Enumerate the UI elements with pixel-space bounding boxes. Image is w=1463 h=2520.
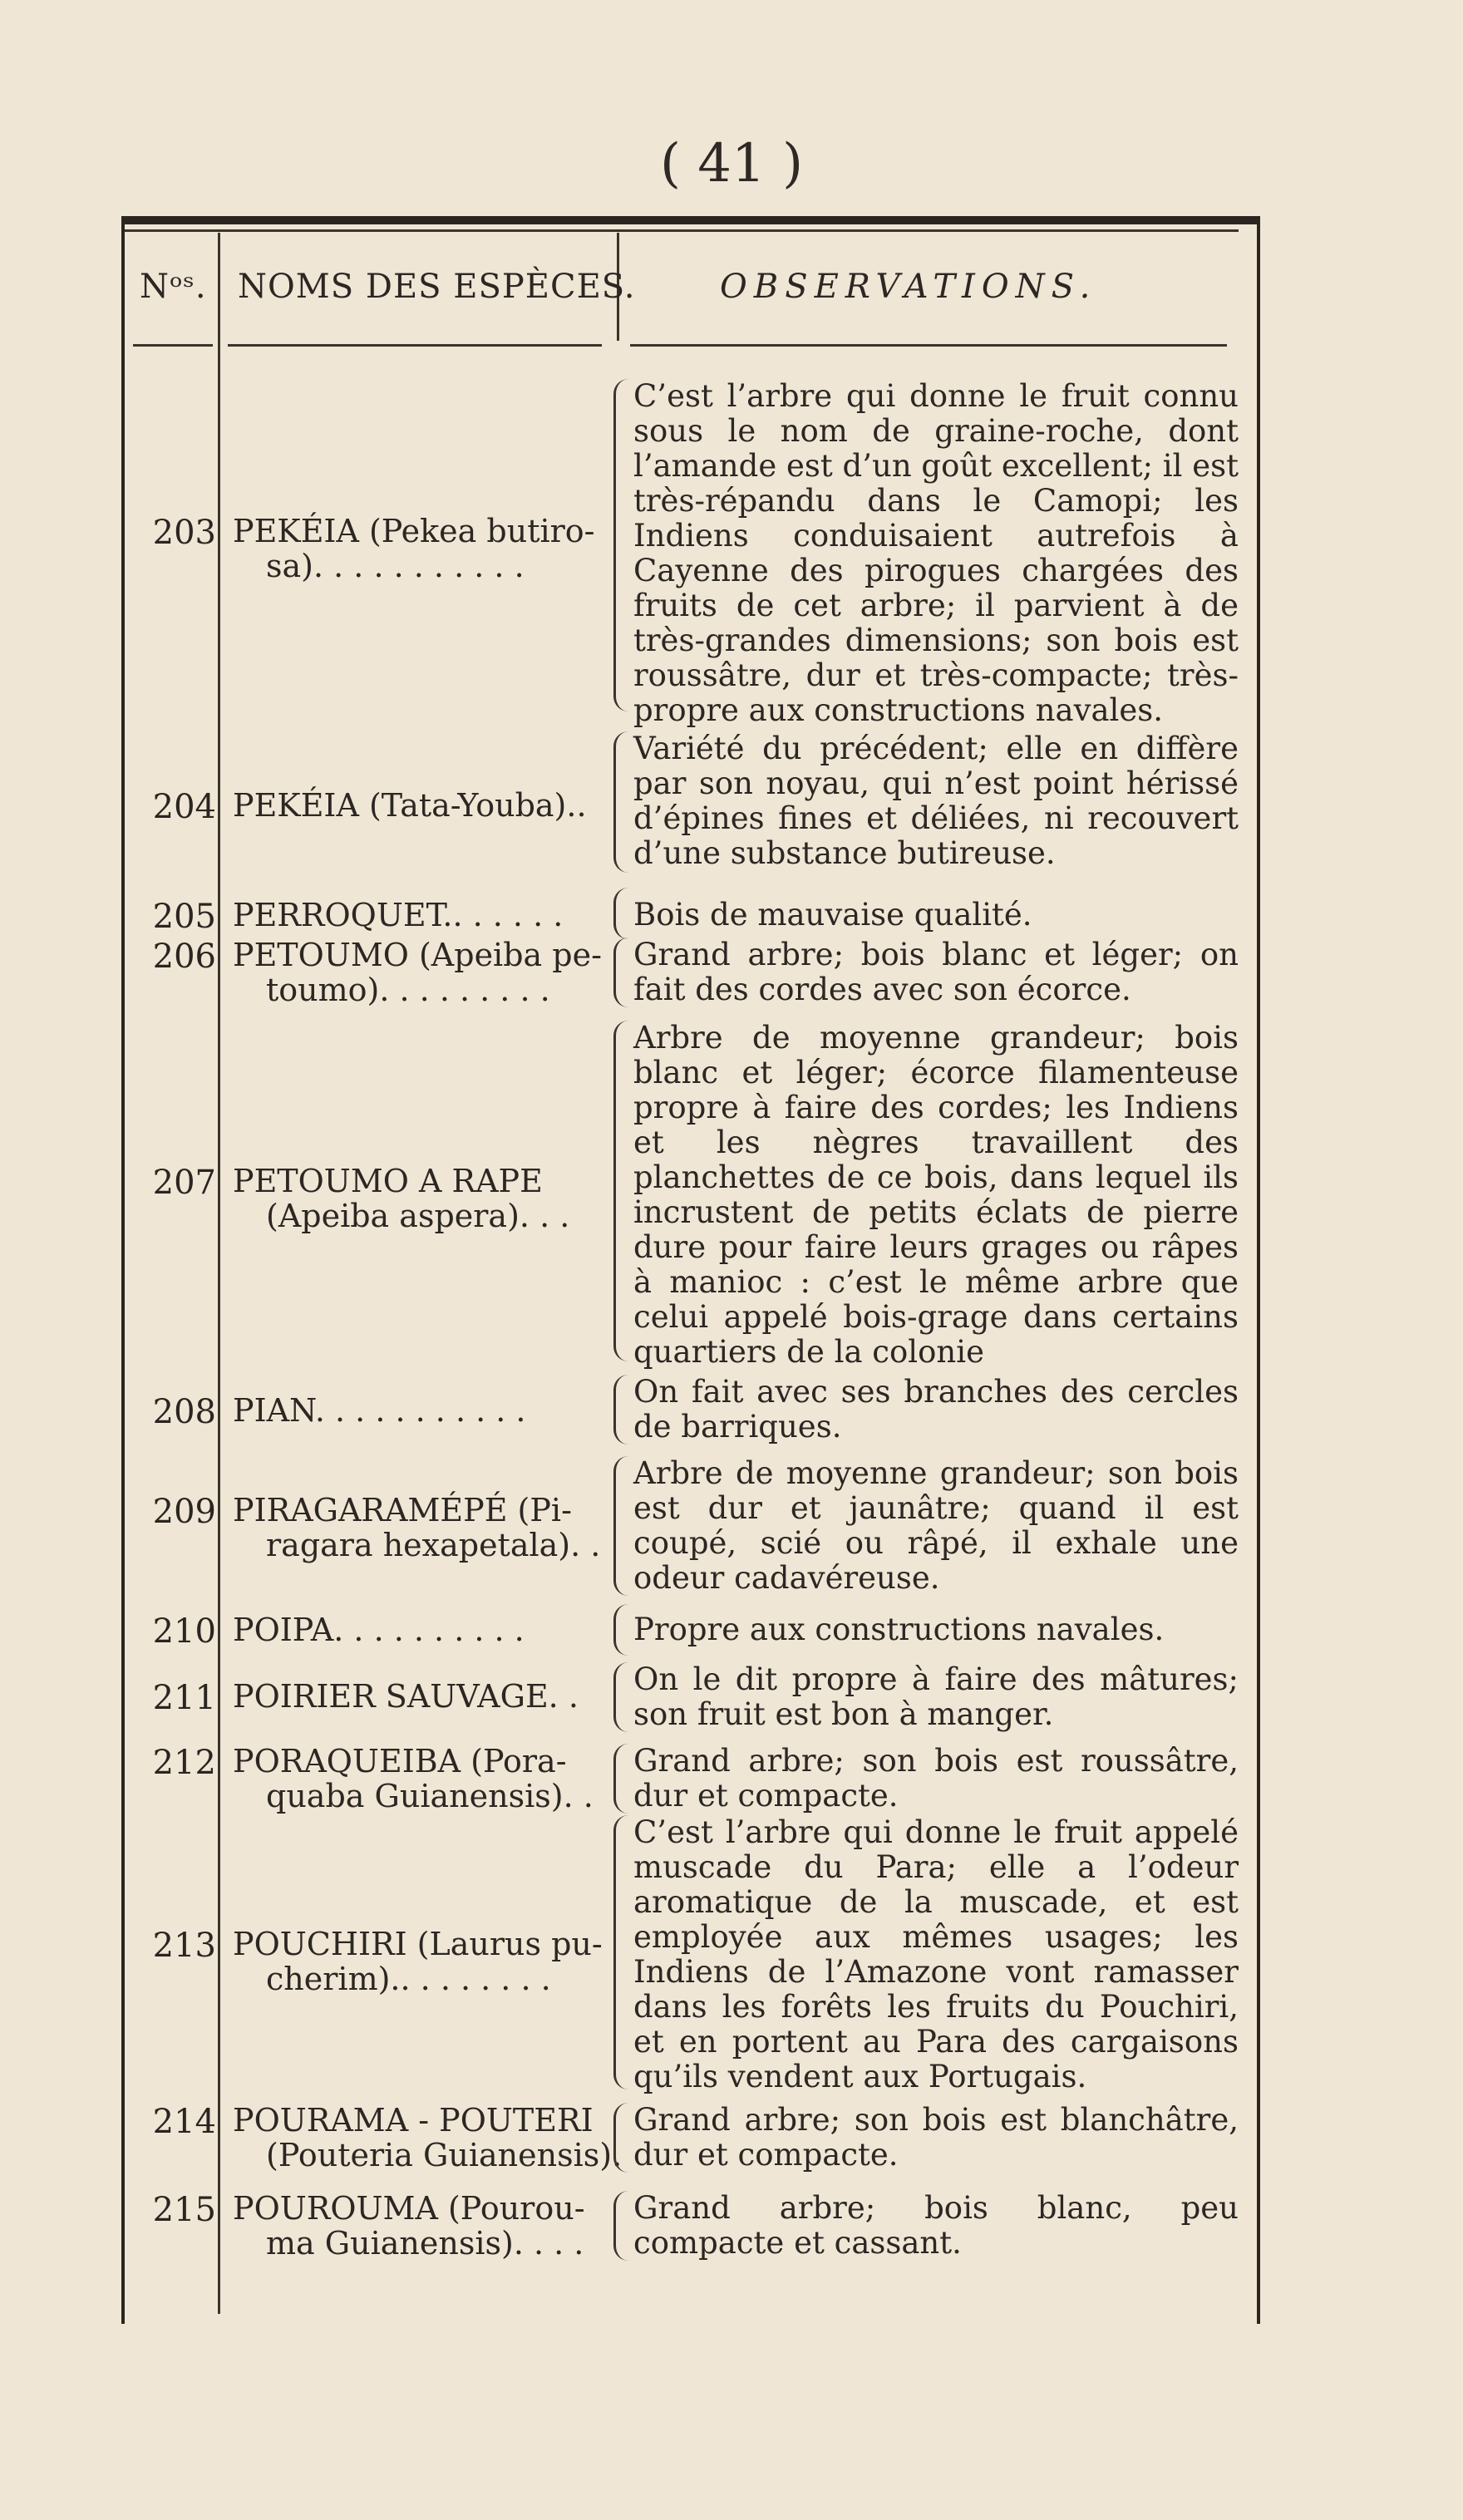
column-divider-num [218,233,220,2314]
species-name [233,1744,598,1814]
species-name-line1: POUROUMA (Pourou- [233,2190,585,2227]
species-name-line1: PORAQUEIBA (Pora- [233,1743,567,1779]
brace [613,1815,634,2089]
species-name [233,514,598,583]
observation-text: Propre aux constructions navales. [633,1612,1165,1647]
observation-text: Variété du précédent; elle en diffère par son noyau, qui n’est point hérissé d’épines fines et déliées, ni recouvert d’une substance butireuse. [633,731,1239,871]
species-name [233,1926,603,1997]
entry-number: 204 [152,788,216,826]
entry-number: 211 [152,1679,216,1717]
observation-text: Grand arbre; bois blanc et léger; on fait des cordes avec son écorce. [633,937,1239,1007]
species-name-line2: sa). . . . . . . . . . . [266,548,525,584]
brace [613,2191,634,2261]
species-name-line1: POIPA. . . . . . . . . . [233,1612,525,1648]
species-name-line2: (Pouteria Guianensis). [266,2137,623,2173]
observation-text: On fait avec ses branches des cercles de barriques. [633,1374,1239,1445]
species-name-line2: ragara hexapetala). . [266,1527,601,1563]
page-number: ( 41 ) [659,133,804,194]
observation-text: Arbre de moyenne grandeur; son bois est dur et jaunâtre; quand il est coupé, scié ou râpé, il exhale une odeur cadavéreuse. [633,1455,1239,1596]
brace [613,938,634,1007]
species-name-line2: ma Guianensis). . . . [266,2225,584,2262]
species-name-line2: (Apeiba aspera). . . [266,1198,570,1234]
species-name [233,2191,598,2261]
species-name-line1: POIRIER SAUVAGE. . [233,1678,579,1715]
brace [613,731,634,873]
observation-text: Grand arbre; son bois est roussâtre, dur et compacte. [633,1743,1239,1814]
observation-text: C’est l’arbre qui donne le fruit connu sous le nom de graine-roche, dont l’amande est d’un goût excellent; il est très-répandu dans le Camopi; les Indiens conduisaient autrefois à Cayenne des pirogues chargées des fruits de cet arbre; il parvient à de très-grandes dimensions; son bois est roussâtre, dur et très-compacte; très-propre aux constructions navales. [633,378,1239,728]
entry-number: 208 [152,1393,216,1431]
brace [613,1375,634,1445]
header-rule-obs [630,344,1227,347]
species-name [233,1393,598,1428]
brace [613,1744,634,1814]
entry-number: 207 [152,1164,216,1202]
header-rule-num [133,344,213,347]
species-name-line2: cherim).. . . . . . . . [266,1961,551,1997]
entry-number: 215 [152,2191,216,2229]
brace [613,1662,634,1732]
entry-number: 206 [152,938,216,976]
species-name [233,1164,598,1233]
species-name [233,1679,598,1714]
species-name-line1: POURAMA - POUTERI [233,2102,594,2139]
header-rule-name [228,344,602,347]
brace [613,1456,634,1596]
entry-number: 205 [152,898,216,936]
species-name [233,937,602,1008]
observation-text: On le dit propre à faire des mâtures; son fruit est bon à manger. [633,1661,1239,1732]
table-top-rule [125,229,1239,232]
species-name-line1: PEKÉIA (Pekea butiro- [233,513,595,549]
entry-number: 212 [152,1744,216,1782]
entry-number: 214 [152,2103,216,2141]
species-name [233,788,598,823]
species-name [233,2102,623,2173]
entry-number: 210 [152,1612,216,1651]
observation-text: Arbre de moyenne grandeur; bois blanc et léger; écorce filamenteuse propre à faire des cordes; les Indiens et les nègres travaillent des planchettes de ce bois, dans lequel ils incrustent de petits éclats de pierre dure pour faire leurs grages ou râpes à manioc : c’est le même arbre que celui appelé bois-grage dans certains quartiers de la colonie [633,1020,1239,1370]
species-name-line2: toumo). . . . . . . . . [266,972,550,1008]
brace [613,1021,634,1361]
brace [613,1604,634,1656]
species-name-line2: quaba Guianensis). . [266,1778,594,1814]
entry-number: 213 [152,1927,216,1965]
species-name [233,1492,601,1563]
species-name-line1: POUCHIRI (Laurus pu- [233,1926,603,1962]
species-name-line1: PIRAGARAMÉPÉ (Pi- [233,1492,572,1528]
species-name-line1: PERROQUET.. . . . . . [233,897,564,933]
observation-text: Grand arbre; bois blanc, peu compacte et cassant. [633,2190,1239,2261]
brace [613,379,634,711]
observation-text: Bois de mauvaise qualité. [633,897,1032,933]
header-observations: OBSERVATIONS. [720,268,1097,306]
header-num: Nᵒˢ. [140,268,207,306]
species-name-line1: PETOUMO (Apeiba pe- [233,937,602,973]
entry-number: 209 [152,1493,216,1531]
observation-text: C’est l’arbre qui donne le fruit appelé muscade du Para; elle a l’odeur aromatique de la muscade, et est employée aux mêmes usages; les Indiens de l’Amazone vont ramasser dans les forêts les fruits du Pouchiri, et en portent au Para des cargaisons qu’ils vendent aux Portugais. [633,1814,1239,2094]
brace [613,888,634,939]
brace [613,2103,634,2173]
header-name: NOMS DES ESPÈCES. [238,268,636,306]
entry-number: 203 [152,514,216,552]
species-name-line1: PEKÉIA (Tata-Youba).. [233,787,587,824]
species-name [233,1612,598,1647]
species-name-line1: PIAN. . . . . . . . . . . [233,1392,526,1429]
species-name [233,898,598,933]
observation-text: Grand arbre; son bois est blanchâtre, dur et compacte. [633,2102,1239,2173]
species-name-line1: PETOUMO A RAPE [233,1163,543,1199]
